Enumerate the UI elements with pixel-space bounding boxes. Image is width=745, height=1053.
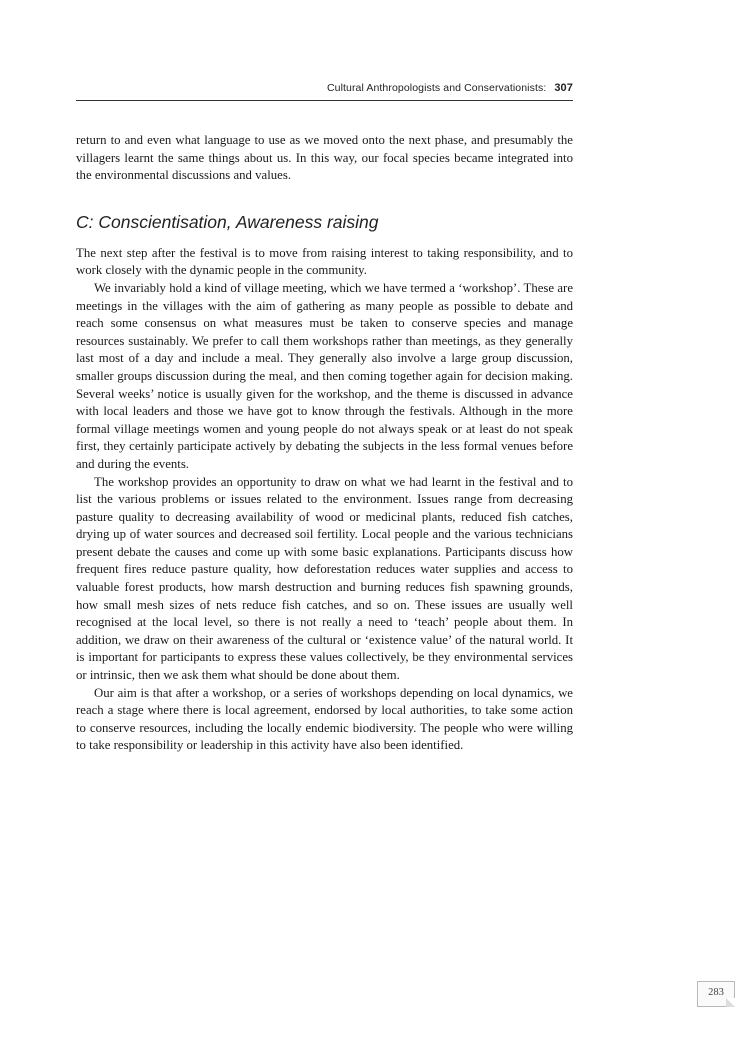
header-page-number: 307 — [554, 82, 573, 94]
paragraph: The next step after the festival is to move from raising interest to taking responsibility, and to work closely with the dynamic people in the community. — [76, 245, 573, 278]
body-text — [76, 132, 573, 755]
paragraph: We invariably hold a kind of village meeting, which we have termed a ‘workshop’. These are meetings in the villages with the aim of gathering as many people as possible to debate and reach some consensus on what measures must be taken to conserve species and manage resources sustainably. We prefer to call them workshops rather than meetings, as they generally last most of a day and include a meal. They generally also involve a large group discussion, smaller groups discussion during the meal, and then coming together again for decision making. Several weeks’ notice is usually given for the workshop, and the theme is discussed in advance with local leaders and those we have got to know through the festivals. Although in the more formal village meetings women and young people do not always speak or at least do not speak first, they certainly participate actively by debating the subjects in the less formal venues before and during the events. — [76, 280, 573, 471]
paragraph: Our aim is that after a workshop, or a series of workshops depending on local dynamics, we reach a stage where there is local agreement, endorsed by local authorities, to take some action to conserve resources, including the locally endemic biodiversity. The people who were willing to take responsibility or leadership in this activity have also been identified. — [76, 685, 573, 753]
running-header — [76, 82, 573, 94]
page-tag: 283 — [697, 981, 735, 1007]
paragraph-continued: return to and even what language to use as we moved onto the next phase, and presumably the villagers learnt the same things about us. In this way, our focal species became integrated into the environmental discussions and values. — [76, 133, 573, 183]
running-title: Cultural Anthropologists and Conservationists: — [326, 82, 547, 94]
header-rule — [76, 100, 573, 101]
paragraph: The workshop provides an opportunity to draw on what we had learnt in the festival and to list the various problems or issues related to the environment. Issues range from decreasing pasture quality to decreasing availability of wood or medicinal plants, reduced fish catches, drying up of water sources and decreased soil fertility. Local people and the various technicians present debate the causes and come up with some basic explanations. Participants discuss how frequent fires reduce pasture quality, how deforestation reduces water supplies and access to valuable forest products, how marsh destruction and burning reduces fish spawning grounds, how small mesh sizes of nets reduce fish catches, and so on. These issues are usually well recognised at the local level, so there is not really a need to ‘teach’ people about them. In addition, we draw on their awareness of the cultural or ‘existence value’ of the natural world. It is important for participants to express these values collectively, be they environmental services or intrinsic, then we ask them what should be done about them. — [76, 474, 573, 683]
section-heading: C: Conscientisation, Awareness raising — [76, 211, 379, 232]
